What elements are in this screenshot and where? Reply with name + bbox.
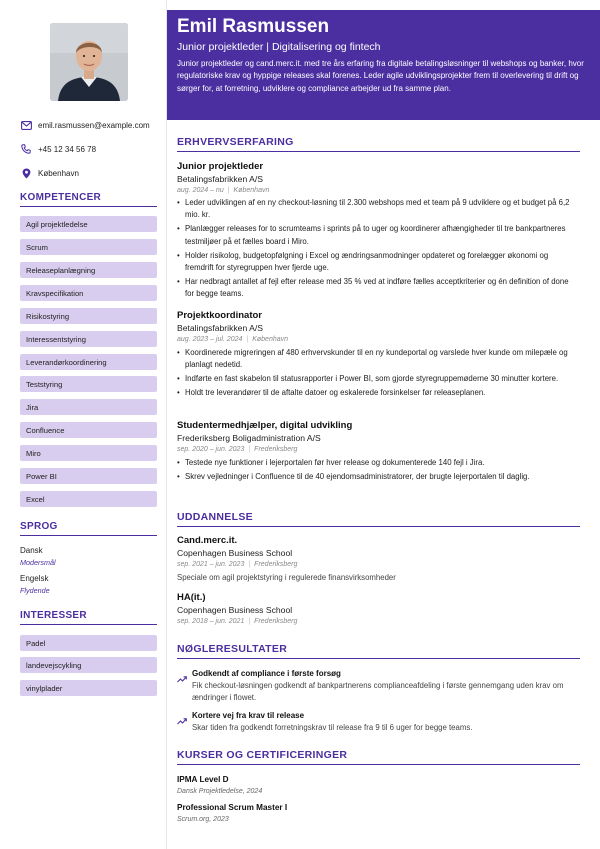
language-level: Modersmål: [20, 558, 56, 567]
job-meta: sep. 2020 – jun. 2023 | Frederiksberg: [177, 446, 298, 453]
language-name: Dansk: [20, 546, 43, 555]
skill-chip: Jira: [20, 399, 157, 415]
trend-up-icon: [177, 670, 187, 678]
profile-photo: [50, 23, 128, 101]
achievements-heading: NØGLERESULTATER: [177, 643, 580, 659]
profile-summary: Junior projektleder og cand.merc.it. med tre års erfaring fra digitale betalingsløsninger til webshops og banker, hvor regulatoriske krav og hyppige releases skal forenes. Leder agile udviklingsprojekter frem til overlevering til drift og sørger for, at forretning, udviklere og compliance arbejder ud fra samme plan.: [177, 59, 584, 93]
skill-chip: Confluence: [20, 422, 157, 438]
contact-phone-text: +45 12 34 56 78: [38, 144, 97, 154]
experience-heading: ERHVERVSERFARING: [177, 136, 580, 152]
skill-chip: Interessentstyring: [20, 331, 157, 347]
achievement-description: Skar tiden fra godkendt forretningskrav til release fra 9 til 6 uger for begge teams.: [192, 723, 473, 732]
job-location: København: [252, 336, 289, 343]
job-dates: sep. 2020 – jun. 2023: [177, 446, 245, 453]
job-bullet: • Har nedbragt antallet af fejl efter release med 35 % ved at indføre fælles acceptkriterier og én definition of done for begge teams.: [177, 276, 577, 301]
education-degree: Cand.merc.it.: [177, 535, 238, 546]
skill-chip: Risikostyring: [20, 308, 157, 324]
skill-chip: Miro: [20, 445, 157, 461]
contact-location-text: København: [38, 168, 79, 178]
job-bullet: • Leder udviklingen af en ny checkout-løsning til 2.300 webshops med et team på 9 udviklere og et budget på 6,2 mio. kr.: [177, 197, 577, 222]
skill-chip: Scrum: [20, 239, 157, 255]
education-heading: UDDANNELSE: [177, 511, 580, 527]
skill-chip: Power BI: [20, 468, 157, 484]
envelope-icon: [20, 119, 32, 131]
achievement-title: Kortere vej fra krav til release: [192, 711, 305, 720]
location-pin-icon: [20, 167, 32, 179]
education-school: Copenhagen Business School: [177, 548, 293, 558]
job-title: Projektkoordinator: [177, 310, 262, 321]
language-level: Flydende: [20, 586, 50, 595]
candidate-role: Junior projektleder | Digitalisering og fintech: [177, 41, 381, 53]
profile-photo-illustration: [50, 23, 128, 101]
education-degree: HA(it.): [177, 592, 206, 603]
job-bullet: • Planlægger releases for to scrumteams i sprints på to uger og koordinerer afhængigheder til tre bankpartneres testmiljøer på et fælles board i Miro.: [177, 223, 577, 248]
sidebar: [0, 0, 167, 849]
job-location: København: [233, 187, 270, 194]
interest-chip: Padel: [20, 635, 157, 651]
phone-icon: [20, 143, 32, 155]
skill-chip: Excel: [20, 491, 157, 507]
job-bullet: • Holdt tre leverandører til de aftalte datoer og eskalerede forsinkelser før releaseplanen.: [177, 387, 577, 399]
education-dates: sep. 2018 – jun. 2021: [177, 618, 245, 625]
contact-email[interactable]: [20, 118, 160, 132]
education-meta: sep. 2018 – jun. 2021 | Frederiksberg: [177, 618, 298, 625]
job-dates: aug. 2024 – nu: [177, 187, 224, 194]
education-location: Frederiksberg: [254, 618, 298, 625]
job-location: Frederiksberg: [254, 446, 298, 453]
job-employer: Frederiksberg Boligadministration A/S: [177, 433, 321, 443]
education-meta: sep. 2021 – jun. 2023 | Frederiksberg: [177, 561, 298, 568]
job-bullet: • Skrev vejledninger i Confluence til de 40 ejendomsadministratorer, der brugte lejerportalen til daglig.: [177, 471, 577, 483]
job-bullet: • Indførte en fast skabelon til statusrapporter i Power BI, som gjorde styregruppemøderne 30 minutter kortere.: [177, 373, 577, 385]
education-location: Frederiksberg: [254, 561, 298, 568]
achievement-title: Godkendt af compliance i første forsøg: [192, 669, 341, 678]
job-bullets: [177, 457, 577, 485]
job-employer: Betalingsfabrikken A/S: [177, 323, 263, 333]
job-employer: Betalingsfabrikken A/S: [177, 174, 263, 184]
header-banner: [167, 10, 600, 120]
job-meta: aug. 2024 – nu | København: [177, 187, 270, 194]
job-bullets: [177, 197, 577, 303]
job-meta: aug. 2023 – jul. 2024 | København: [177, 336, 289, 343]
contact-phone[interactable]: [20, 142, 160, 156]
course-title: Professional Scrum Master I: [177, 803, 288, 812]
education-dates: sep. 2021 – jun. 2023: [177, 561, 245, 568]
trend-up-icon: [177, 712, 187, 720]
skill-chip: Releaseplanlægning: [20, 262, 157, 278]
education-description: Speciale om agil projektstyring i regulerede finansvirksomheder: [177, 573, 396, 582]
job-bullet: • Koordinerede migreringen af 480 erhvervskunder til en ny kundeportal og varslede hver kunde om milepæle og planlagt nedetid.: [177, 347, 577, 372]
languages-heading: SPROG: [20, 521, 157, 536]
contact-location: [20, 166, 160, 180]
courses-heading: KURSER OG CERTIFICERINGER: [177, 749, 580, 765]
skill-chip: Agil projektledelse: [20, 216, 157, 232]
job-bullets: [177, 347, 577, 402]
job-dates: aug. 2023 – jul. 2024: [177, 336, 243, 343]
contact-email-text: emil.rasmussen@example.com: [38, 120, 150, 130]
job-title: Studentermedhjælper, digital udvikling: [177, 420, 353, 431]
interest-chip: vinylplader: [20, 680, 157, 696]
candidate-name: Emil Rasmussen: [177, 16, 330, 37]
course-issuer: Dansk Projektledelse, 2024: [177, 788, 263, 795]
interest-chip: landevejscykling: [20, 657, 157, 673]
language-name: Engelsk: [20, 574, 49, 583]
skills-heading: KOMPETENCER: [20, 192, 157, 207]
skill-chip: Leverandørkoordinering: [20, 354, 157, 370]
achievement-description: Fik checkout-løsningen godkendt af bankpartnerens complianceafdeling i første gennemgang uden krav om ændringer i flowet.: [192, 681, 564, 703]
course-title: IPMA Level D: [177, 775, 229, 784]
course-issuer: Scrum.org, 2023: [177, 816, 229, 823]
interests-heading: INTERESSER: [20, 610, 157, 625]
job-bullet: • Holder risikolog, budgetopfølgning i Excel og ændringsanmodninger opdateret og forelægger økonomi og fremdrift for styregruppen hver fjerde uge.: [177, 250, 577, 275]
job-bullet: • Testede nye funktioner i lejerportalen før hver release og dokumenterede 140 fejl i Jira.: [177, 457, 577, 469]
job-title: Junior projektleder: [177, 161, 264, 172]
skill-chip: Teststyring: [20, 376, 157, 392]
education-school: Copenhagen Business School: [177, 605, 293, 615]
skill-chip: Kravspecifikation: [20, 285, 157, 301]
